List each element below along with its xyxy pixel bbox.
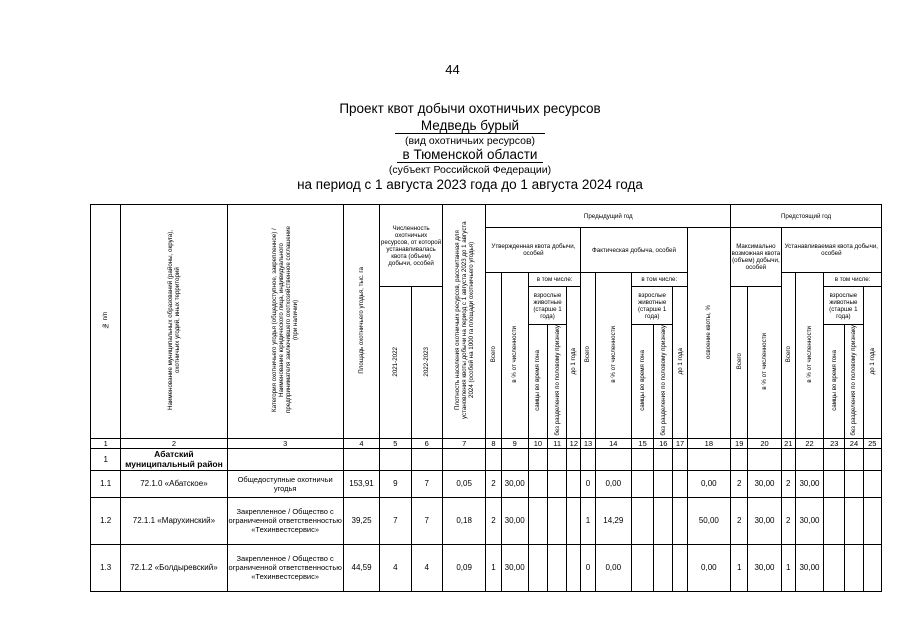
table-cell — [863, 470, 881, 497]
table-cell — [845, 470, 863, 497]
table-cell — [548, 497, 567, 544]
column-number: 19 — [731, 438, 748, 448]
table-cell: 7 — [411, 470, 442, 497]
header-under1: до 1 года — [868, 348, 876, 375]
column-number: 4 — [343, 438, 379, 448]
table-cell — [567, 497, 581, 544]
page-number: 44 — [445, 62, 460, 77]
table-cell: 2 — [781, 497, 795, 544]
header-actual: Фактическая добыча, особей — [581, 228, 687, 273]
header-females: самцы во время гона — [830, 349, 838, 411]
table-cell — [824, 470, 845, 497]
row-number: 1.2 — [91, 497, 121, 544]
table-cell — [781, 448, 795, 470]
region-name: в Тюменской области — [397, 147, 544, 163]
table-cell: 30,00 — [795, 497, 823, 544]
table-cell: 0,00 — [595, 544, 631, 591]
table-cell: 44,59 — [343, 544, 379, 591]
resource-name: Медведь бурый — [395, 119, 545, 134]
column-number: 22 — [795, 438, 823, 448]
table-cell — [548, 448, 567, 470]
table-cell: 14,29 — [595, 497, 631, 544]
table-cell — [528, 448, 547, 470]
table-cell: 0,05 — [442, 470, 485, 497]
header-prev-year: Предыдущий год — [486, 205, 731, 228]
table-cell: 30,00 — [501, 497, 528, 544]
header-adults: взрослые животные (старше 1 года) — [631, 287, 672, 325]
header-total: Всего — [584, 346, 592, 363]
table-cell: 0 — [581, 544, 595, 591]
table-cell: 0,00 — [595, 470, 631, 497]
header-municipality: Наименование муниципальных образований (районы, округа), охотничьих угодий, иных территорий — [166, 230, 181, 411]
table-cell: 1 — [731, 544, 748, 591]
header-under1: до 1 года — [570, 348, 578, 375]
table-cell — [654, 470, 673, 497]
table-cell — [824, 544, 845, 591]
column-number: 1 — [91, 438, 121, 448]
column-number: 17 — [673, 438, 687, 448]
table-cell: 1 — [781, 544, 795, 591]
table-cell: 0,18 — [442, 497, 485, 544]
table-cell: 30,00 — [501, 470, 528, 497]
row-name: 72.1.0 «Абатское» — [121, 470, 227, 497]
table-cell — [567, 470, 581, 497]
header-total: Всего — [735, 353, 743, 370]
table-cell — [673, 544, 687, 591]
table-row — [91, 497, 882, 544]
header-no-sex: без разделения по половому признаку — [850, 325, 858, 436]
table-cell — [845, 544, 863, 591]
table-cell — [654, 448, 673, 470]
table-cell: Закрепленное / Общество с ограниченной ответственностью «Техинвестсервис» — [227, 497, 343, 544]
header-incl: в том числе: — [631, 273, 687, 287]
header-max-quota: Максимально возможная квота (объем) добычи, особей — [731, 228, 782, 287]
header-next-year: Предстоящий год — [731, 205, 882, 228]
table-cell — [380, 448, 411, 470]
table-cell: 4 — [380, 544, 411, 591]
row-number: 1.3 — [91, 544, 121, 591]
column-number: 23 — [824, 438, 845, 448]
table-cell: 0,00 — [687, 470, 731, 497]
table-cell: 39,25 — [343, 497, 379, 544]
column-number: 3 — [227, 438, 343, 448]
header-density: Плотность населения охотничьих ресурсов, рассчитанная для установления квоты добычи на период с 1 августа 2023 до 1 августа 2024 (особей на 1000 га площади охотничьего угодья) — [453, 221, 475, 420]
table-cell: 7 — [380, 497, 411, 544]
table-cell — [748, 448, 781, 470]
column-number: 15 — [631, 438, 653, 448]
table-cell: 2 — [731, 470, 748, 497]
table-cell — [528, 544, 547, 591]
table-cell — [863, 448, 881, 470]
column-number: 8 — [486, 438, 501, 448]
table-cell — [567, 448, 581, 470]
table-cell: 1 — [486, 544, 501, 591]
table-cell: 2 — [781, 470, 795, 497]
header-quota-use: освоение квоты, % — [705, 304, 713, 359]
row-name: 72.1.1 «Маруxинский» — [121, 497, 227, 544]
table-cell — [824, 448, 845, 470]
column-number: 7 — [442, 438, 485, 448]
table-cell: 7 — [411, 497, 442, 544]
table-cell: 2 — [486, 497, 501, 544]
header-incl: в том числе: — [528, 273, 581, 287]
table-cell — [501, 448, 528, 470]
header-num: № п/п — [102, 311, 110, 329]
region-caption: (субъект Российской Федерации) — [388, 164, 552, 176]
table-cell: 2 — [731, 497, 748, 544]
table-cell — [654, 497, 673, 544]
header-population: Численность охотничьих ресурсов, от которой устанавливалась квота (объем) добычи, особей — [380, 205, 443, 287]
row-number: 1.1 — [91, 470, 121, 497]
table-cell — [631, 470, 653, 497]
table-cell — [411, 448, 442, 470]
table-cell — [795, 448, 823, 470]
column-number: 25 — [863, 438, 881, 448]
table-cell — [227, 448, 343, 470]
row-name: Абатский муниципальный район — [121, 448, 227, 470]
table-cell: Закрепленное / Общество с ограниченной ответственностью «Техинвестсервис» — [227, 544, 343, 591]
header-pct: в % от численности — [805, 326, 813, 383]
column-number-row — [91, 438, 882, 448]
table-cell: Общедоступные охотничьи угодья — [227, 470, 343, 497]
table-cell: 0 — [581, 470, 595, 497]
table-cell — [548, 544, 567, 591]
table-cell: 30,00 — [795, 470, 823, 497]
column-number: 14 — [595, 438, 631, 448]
table-cell — [631, 448, 653, 470]
column-number: 24 — [845, 438, 863, 448]
table-cell — [595, 448, 631, 470]
table-cell — [442, 448, 485, 470]
table-cell: 50,00 — [687, 497, 731, 544]
table-cell: 2 — [486, 470, 501, 497]
table-cell: 30,00 — [748, 544, 781, 591]
header-adults: взрослые животные (старше 1 года) — [528, 287, 566, 325]
header-no-sex: без разделения по половому признаку — [659, 325, 667, 436]
table-cell: 30,00 — [795, 544, 823, 591]
period-line: на период с 1 августа 2023 года до 1 августа 2024 года — [297, 177, 643, 192]
table-cell: 1 — [581, 497, 595, 544]
quota-table — [90, 204, 882, 592]
header-pct: в % от численности — [609, 326, 617, 383]
header-adults: взрослые животные (старше 1 года) — [824, 287, 863, 325]
table-cell — [731, 448, 748, 470]
table-cell — [845, 497, 863, 544]
header-females: самцы во время гона — [639, 349, 647, 411]
header-incl: в том числе: — [824, 273, 882, 287]
table-cell — [673, 448, 687, 470]
header-category: Категория охотничьего угодья (общедоступное, закрепленное) / Наименование юридического лица, индивидуального предпринимателя заключившего охотхозяйственное соглашение (при наличии) — [271, 226, 300, 414]
table-cell — [863, 544, 881, 591]
table-cell — [548, 470, 567, 497]
column-number: 21 — [781, 438, 795, 448]
column-number: 16 — [654, 438, 673, 448]
row-number: 1 — [91, 448, 121, 470]
row-name: 72.1.2 «Болдыревский» — [121, 544, 227, 591]
table-cell: 9 — [380, 470, 411, 497]
document-title-block — [230, 100, 710, 192]
header-total: Всего — [489, 346, 497, 363]
table-cell — [486, 448, 501, 470]
column-number: 10 — [528, 438, 547, 448]
table-row — [91, 470, 882, 497]
header-2021: 2021-2022 — [391, 346, 399, 377]
header-total: Всего — [784, 346, 792, 363]
table-cell: 0,09 — [442, 544, 485, 591]
table-cell — [687, 448, 731, 470]
table-cell — [631, 544, 653, 591]
table-cell — [631, 497, 653, 544]
table-cell: 4 — [411, 544, 442, 591]
table-cell — [845, 448, 863, 470]
column-number: 6 — [411, 438, 442, 448]
header-pct: в % от численности — [511, 326, 519, 383]
table-cell — [528, 470, 547, 497]
column-number: 9 — [501, 438, 528, 448]
table-cell — [654, 544, 673, 591]
table-row — [91, 544, 882, 591]
table-cell: 0,00 — [687, 544, 731, 591]
table-row — [91, 448, 882, 470]
column-number: 11 — [548, 438, 567, 448]
table-cell — [343, 448, 379, 470]
table-cell — [863, 497, 881, 544]
title-line: Проект квот добычи охотничьих ресурсов — [339, 101, 601, 116]
header-no-sex: без разделения по половому признаку — [553, 325, 561, 436]
table-cell: 30,00 — [501, 544, 528, 591]
header-2022: 2022-2023 — [423, 346, 431, 377]
header-females: самцы во время гона — [534, 349, 542, 411]
table-cell — [673, 497, 687, 544]
table-cell — [528, 497, 547, 544]
column-number: 13 — [581, 438, 595, 448]
table-cell: 153,91 — [343, 470, 379, 497]
table-cell: 30,00 — [748, 470, 781, 497]
column-number: 12 — [567, 438, 581, 448]
column-number: 5 — [380, 438, 411, 448]
resource-caption: (вид охотничьих ресурсов) — [404, 135, 536, 147]
header-pct: в % от численности — [760, 333, 768, 390]
table-cell: 30,00 — [748, 497, 781, 544]
table-cell — [567, 544, 581, 591]
table-cell — [673, 470, 687, 497]
table-cell — [581, 448, 595, 470]
header-area: Площадь охотничьего угодья, тыс. га — [358, 266, 366, 374]
header-set-quota: Устанавливаемая квота добычи, особей — [781, 228, 881, 273]
header-approved-quota: Утвержденная квота добычи, особей — [486, 228, 581, 273]
column-number: 18 — [687, 438, 731, 448]
column-number: 2 — [121, 438, 227, 448]
table-cell — [824, 497, 845, 544]
header-under1: до 1 года — [676, 348, 684, 375]
column-number: 20 — [748, 438, 781, 448]
